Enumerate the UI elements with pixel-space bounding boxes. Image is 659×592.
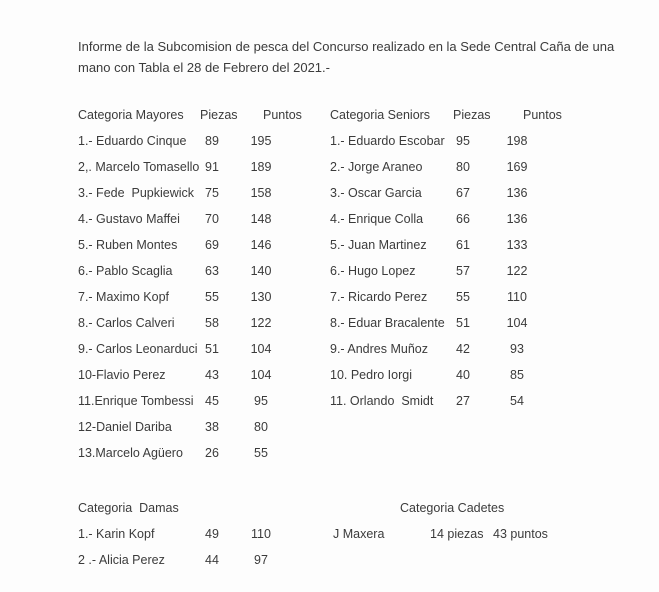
puntos-value: 54 — [510, 394, 524, 408]
puntos-value: 158 — [250, 186, 272, 200]
piezas-value: 61 — [456, 238, 470, 252]
competitor-name: 1.- Eduardo Escobar — [330, 134, 445, 148]
competitor-name: 1.- Eduardo Cinque — [78, 134, 187, 148]
table-row — [78, 263, 328, 289]
seniors-rows — [330, 133, 600, 419]
table-row — [78, 237, 328, 263]
report-title-line1: Informe de la Subcomision de pesca del Concurso realizado en la Sede Central Caña de una — [78, 39, 615, 54]
competitor-name: 10-Flavio Perez — [78, 368, 166, 382]
piezas-value: 66 — [456, 212, 470, 226]
table-row — [330, 185, 600, 211]
piezas-value: 95 — [456, 134, 470, 148]
piezas-value: 43 — [205, 368, 219, 382]
piezas-value: 63 — [205, 264, 219, 278]
puntos-value: 189 — [250, 160, 272, 174]
puntos-value: 97 — [254, 553, 268, 567]
piezas-value: 27 — [456, 394, 470, 408]
puntos-value: 195 — [250, 134, 272, 148]
table-row — [78, 419, 328, 445]
table-row — [333, 526, 613, 552]
puntos-value: 122 — [506, 264, 528, 278]
puntos-value: 85 — [510, 368, 524, 382]
piezas-value: 91 — [205, 160, 219, 174]
seniors-category-label: Categoria Seniors — [330, 108, 431, 122]
puntos-value: 169 — [506, 160, 528, 174]
table-row — [78, 185, 328, 211]
mayores-rows — [78, 133, 328, 471]
competitor-name: 7.- Maximo Kopf — [78, 290, 170, 304]
seniors-table — [330, 107, 600, 419]
puntos-value: 104 — [250, 368, 272, 382]
competitor-name: 7.- Ricardo Perez — [330, 290, 428, 304]
competitor-name: 6.- Hugo Lopez — [330, 264, 416, 278]
table-row — [330, 237, 600, 263]
puntos-value: 80 — [254, 420, 268, 434]
competitor-name: 13.Marcelo Agüero — [78, 446, 183, 460]
seniors-puntos-label: Puntos — [523, 108, 562, 122]
table-row — [330, 211, 600, 237]
table-row — [78, 393, 328, 419]
mayores-table-header — [78, 107, 328, 133]
piezas-value: 55 — [456, 290, 470, 304]
puntos-value: 148 — [250, 212, 272, 226]
competitor-name: 2 .- Alicia Perez — [78, 553, 165, 567]
mayores-puntos-label: Puntos — [263, 108, 302, 122]
piezas-value: 49 — [205, 527, 219, 541]
mayores-table — [78, 107, 328, 471]
piezas-value: 70 — [205, 212, 219, 226]
table-row — [330, 341, 600, 367]
piezas-value: 45 — [205, 394, 219, 408]
puntos-value: 110 — [251, 527, 271, 541]
puntos-value: 55 — [254, 446, 268, 460]
table-row — [78, 159, 328, 185]
competitor-name: 8.- Eduar Bracalente — [330, 316, 445, 330]
piezas-value: 67 — [456, 186, 470, 200]
puntos-value: 122 — [250, 316, 272, 330]
mayores-piezas-label: Piezas — [200, 108, 238, 122]
competitor-name: 11.Enrique Tombessi — [78, 394, 194, 408]
table-row — [78, 341, 328, 367]
competitor-name: 5.- Ruben Montes — [78, 238, 178, 252]
table-row — [78, 211, 328, 237]
table-row — [330, 315, 600, 341]
competitor-name: 4.- Enrique Colla — [330, 212, 424, 226]
damas-rows — [78, 526, 328, 578]
competitor-name: 4.- Gustavo Maffei — [78, 212, 180, 226]
competitor-name: 5.- Juan Martinez — [330, 238, 427, 252]
competitor-name: 9.- Andres Muñoz — [330, 342, 428, 356]
competitor-name: 2.- Jorge Araneo — [330, 160, 423, 174]
table-row — [78, 445, 328, 471]
piezas-value: 51 — [456, 316, 470, 330]
cadetes-category-label: Categoria Cadetes — [400, 501, 505, 515]
mayores-category-label: Categoria Mayores — [78, 108, 184, 122]
table-row — [78, 315, 328, 341]
puntos-value: 136 — [506, 186, 528, 200]
puntos-value: 104 — [506, 316, 528, 330]
piezas-value: 69 — [205, 238, 219, 252]
piezas-value: 42 — [456, 342, 470, 356]
damas-table — [78, 500, 328, 578]
piezas-value: 44 — [205, 553, 219, 567]
piezas-value: 40 — [456, 368, 470, 382]
table-row — [330, 393, 600, 419]
report-title — [78, 36, 614, 78]
table-row — [330, 263, 600, 289]
cadetes-section — [333, 500, 613, 552]
competitor-name: 12-Daniel Dariba — [78, 420, 172, 434]
piezas-value: 75 — [205, 186, 219, 200]
competitor-name: 11. Orlando Smidt — [330, 394, 434, 408]
puntos-value: 140 — [250, 264, 272, 278]
puntos-value: 93 — [510, 342, 524, 356]
competitor-name: 6.- Pablo Scaglia — [78, 264, 173, 278]
damas-category-label: Categoria Damas — [78, 501, 179, 515]
report-title-line2: mano con Tabla el 28 de Febrero del 2021.- — [78, 60, 330, 75]
table-row — [78, 552, 328, 578]
piezas-value: 55 — [205, 290, 219, 304]
piezas-value: 58 — [205, 316, 219, 330]
competitor-name: 3.- Oscar Garcia — [330, 186, 422, 200]
table-row — [78, 526, 328, 552]
piezas-value: 38 — [205, 420, 219, 434]
puntos-value: 95 — [254, 394, 268, 408]
piezas-value: 57 — [456, 264, 470, 278]
competitor-name: 10. Pedro Iorgi — [330, 368, 412, 382]
puntos-value: 136 — [506, 212, 528, 226]
table-row — [330, 133, 600, 159]
table-row — [78, 133, 328, 159]
puntos-value: 198 — [506, 134, 528, 148]
puntos-value: 104 — [250, 342, 272, 356]
puntos-value: 43 puntos — [493, 527, 548, 541]
competitor-name: 8.- Carlos Calveri — [78, 316, 175, 330]
competitor-name: 1.- Karin Kopf — [78, 527, 155, 541]
damas-table-header — [78, 500, 328, 526]
competitor-name: J Maxera — [333, 527, 385, 541]
puntos-value: 133 — [506, 238, 528, 252]
piezas-value: 51 — [205, 342, 219, 356]
seniors-table-header — [330, 107, 600, 133]
table-row — [330, 367, 600, 393]
puntos-value: 110 — [507, 290, 527, 304]
seniors-piezas-label: Piezas — [453, 108, 491, 122]
table-row — [330, 289, 600, 315]
piezas-value: 14 piezas — [430, 527, 484, 541]
piezas-value: 89 — [205, 134, 219, 148]
table-row — [330, 159, 600, 185]
competitor-name: 9.- Carlos Leonarduci — [78, 342, 198, 356]
competitor-name: 2,. Marcelo Tomasello — [78, 160, 200, 174]
puntos-value: 130 — [250, 290, 272, 304]
competitor-name: 3.- Fede Pupkiewick — [78, 186, 195, 200]
table-row — [78, 367, 328, 393]
piezas-value: 26 — [205, 446, 219, 460]
piezas-value: 80 — [456, 160, 470, 174]
puntos-value: 146 — [250, 238, 272, 252]
table-row — [78, 289, 328, 315]
